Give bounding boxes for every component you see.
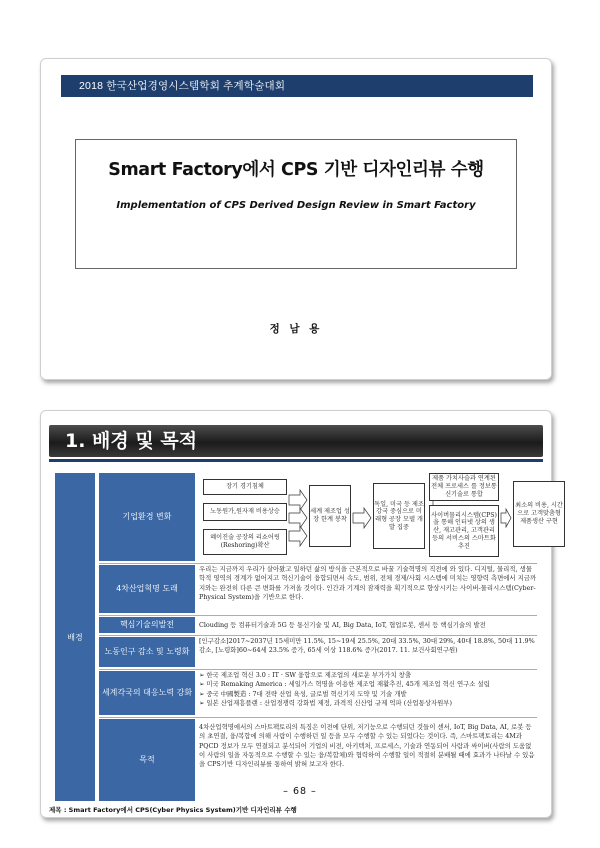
background-slide [40, 410, 563, 818]
diagram-box-goal: 최소의 비용, 시간으로 고객맞춤형 제품생산 구현 [513, 481, 565, 547]
section-title-bar [49, 425, 543, 457]
row-divider [99, 615, 537, 616]
row-label: 핵심기술의발전 [99, 617, 195, 633]
title-box [75, 139, 517, 269]
diagram-box-recession: 장기 경기침체 [203, 479, 287, 495]
row-content: [인구감소]2017~2037년 15세미만 11.5%, 15~19세 25.5%, 20대 33.5%, 30대 29%, 40대 18.8%, 50대 11.9%감소, [노령화]60~64세 23.5% 증가, 65세 이상 118.6% 증가(2017. 11. 보건사회연구원) [199, 637, 535, 655]
row-label: 노동인구 감소 및 노령화 [99, 637, 195, 667]
list-item: ➢ 일본 산업재흥플랜 : 산업경쟁력 강화법 제정, 과격적 신산업 규제 억파 (산업통상자원부) [199, 698, 452, 707]
title-underline [49, 459, 543, 462]
paper-title: Smart Factory에서 CPS 기반 디자인리뷰 수행 [108, 160, 484, 180]
row-workforce-decline [99, 637, 537, 667]
row-core-technology [99, 617, 537, 633]
arrow-1 [289, 490, 307, 510]
row-content-list [199, 671, 537, 715]
row-label: 세계각국의 대응노력 강화 [99, 671, 195, 715]
diagram-box-growth-limit: 세계 제조업 성장 한계 봉착 [309, 485, 351, 547]
title-slide [40, 58, 552, 380]
row-global-response [99, 671, 537, 715]
diagram-box-reshoring: 혜이진술 공장의 리쇼어링(Reshoring)확산 [203, 529, 287, 555]
background-table [55, 473, 563, 801]
arrow-4 [353, 508, 371, 528]
row-divider [99, 563, 537, 564]
category-label: 배경 [55, 473, 95, 801]
list-item: ➢ 한국 제조업 혁신 3.0 : IT · SW 융합으로 제조업의 새로운 부가가치 창출 [199, 671, 412, 679]
row-label: 4차산업혁명 도래 [99, 565, 195, 613]
author-name: 정 남 용 [269, 323, 323, 335]
row-label: 기업환경 변화 [99, 473, 195, 561]
arrow-3 [289, 526, 307, 546]
list-item: ➢ 미국 Remaking America : 세일가스 혁명을 이용한 제조업 재활추진, 45개 제조업 혁신 연구소 설립 [199, 680, 490, 689]
arrow-5 [501, 509, 511, 527]
diagram-box-cps: 사이버물리시스템(CPS)을 통해 인터넷 상의 생산, 재고관리, 고객관리 등의 서비스의 스마트화 추진 [429, 505, 499, 557]
diagram-box-labor-cost: 노동원가,원자재 비용상승 [203, 503, 287, 521]
row-content: 우리는 지금까지 우리가 살아왔고 일하던 삶의 방식을 근본적으로 바꿀 기술혁명의 직전에 와 있다. 디지털, 물리적, 생물학적 영역의 경계가 없어지고 혁신기술이 융합되면서 속도, 범위, 전체 경제/사회 시스템에 미치는 영향력 측면에서 지금까지와는 완전히 다른 큰 변화를 가져올 것이다. 인간과 기계의 잠재력을 획기적으로 향상시키는 사이버-물리시스템(Cyber-Physical System)을 기반으로 한다. [199, 565, 537, 601]
paper-subtitle: Implementation of CPS Derived Design Review in Smart Factory [116, 200, 476, 211]
diagram-box-germany-us: 독일, 미국 등 제조강국 중심으로 미래형 공장 모델 개발 집중 [373, 483, 425, 549]
row-content: Clouding 등 컴퓨터기술과 5G 등 통신기술 및 AI, Big Data, IoT, 협업로봇, 센서 등 핵심기술의 발전 [199, 621, 486, 629]
environment-diagram [199, 473, 563, 561]
slide-caption: 제목 : Smart Factory에서 CPS(Cyber Physics System)기반 디자인리뷰 수행 [49, 806, 297, 814]
arrow-2 [289, 508, 307, 528]
diagram-box-value-chain: 제품 가치사슬과 연계된 전체 프로세스 를 정보통신기술로 통합 [429, 473, 499, 501]
row-divider [99, 635, 537, 636]
row-fourth-industrial-revolution [99, 565, 537, 613]
row-divider [99, 717, 537, 718]
row-label: 목적 [99, 719, 195, 801]
row-business-environment [99, 473, 563, 561]
conference-header: 2018 한국산업경영시스템학회 추계학술대회 [61, 75, 533, 97]
section-title: 1. 배경 및 목적 [65, 430, 198, 452]
row-divider [99, 669, 537, 670]
list-item: ➢ 중국 中國製造 : 7대 전략 산업 육성, 글로벌 혁신기지 도약 및 기술 개발 [199, 689, 407, 698]
page-number: – 68 – [283, 786, 317, 797]
row-content: 4차산업혁명에서의 스마트팩토리의 특징은 이전에 단위, 저기능으로 수행되던 것들이 센서, IoT, Big Data, AI, 로봇 등의 초연결, 융/복합에 의해 사람이 수행하던 일 등을 모두 수행할 수 있는 되었다는 것이다. 즉, 스마트팩토리는 4M과 PQCD 정보가 모두 연결되고 분석되어 기업의 비전, 아키텍처, 프로세스, 기술과 연동되어 사람과 싸이버(사람의 도움없이 사람의 일을 자동적으로 수행할 수 있는 융/복합체)와 협력하여 수행할 일이 적절히 분배될 때에 효과가 나타날 수 있음을 CPS기반 디자인리뷰를 통하여 밝혀 보고자 한다. [199, 723, 535, 769]
